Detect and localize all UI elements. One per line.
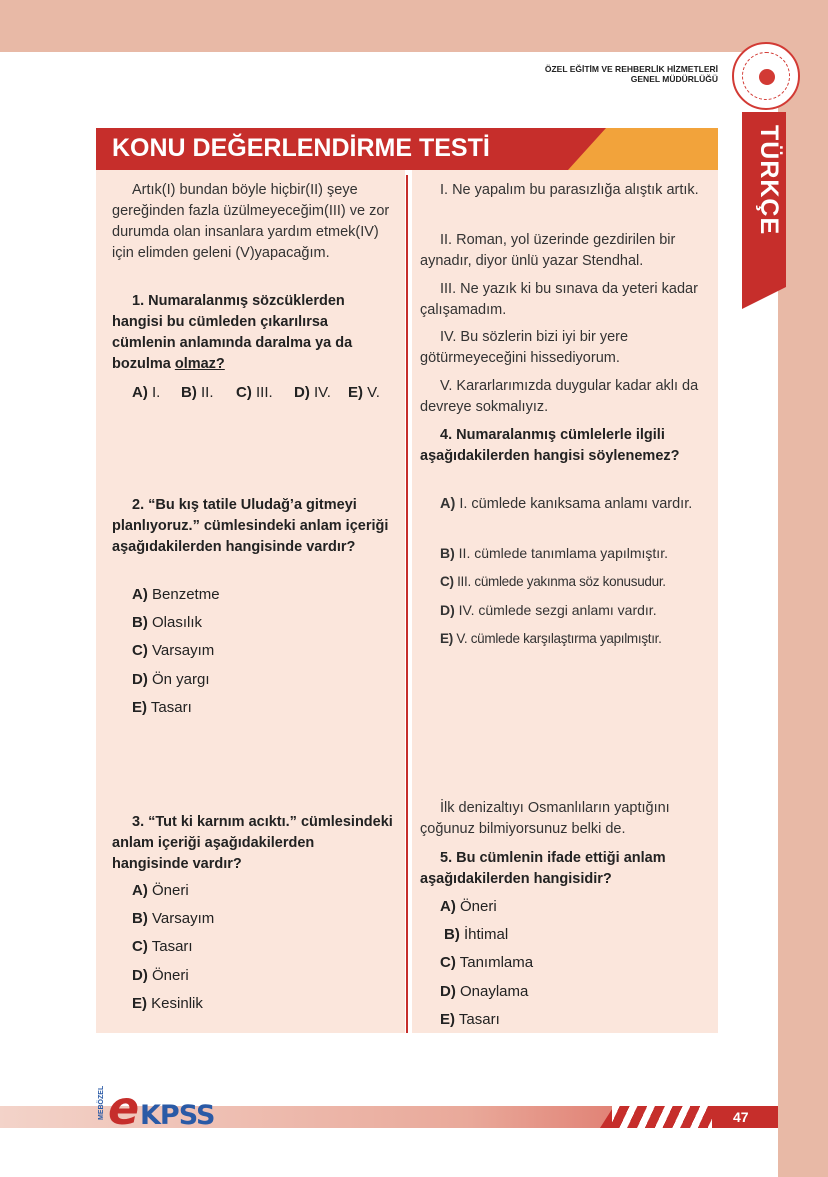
q4-option-b[interactable]: B) II. cümlede tanımlama yapılmıştır. xyxy=(440,545,668,561)
q2-option-b[interactable]: B) Olasılık xyxy=(132,614,203,631)
q3-option-c[interactable]: C) Tasarı xyxy=(132,938,193,955)
statement-2: II. Roman, yol üzerinde gezdirilen bir aynadır, diyor ünlü yazar Stendhal. xyxy=(420,232,676,269)
q2-option-d[interactable]: D) Ön yargı xyxy=(132,671,210,688)
q2-option-c[interactable]: C) Varsayım xyxy=(132,642,215,659)
statement-3: III. Ne yazık ki bu sınava da yeteri kadar çalışamadım. xyxy=(420,281,698,318)
q3-option-d[interactable]: D) Öneri xyxy=(132,967,189,984)
q3-option-e[interactable]: E) Kesinlik xyxy=(132,995,203,1012)
logo-kpss: KPSS xyxy=(140,1100,215,1131)
column-divider xyxy=(406,175,408,1033)
q1-option-c[interactable]: C) III. xyxy=(236,384,273,401)
q5-option-b[interactable]: B) İhtimal xyxy=(444,926,509,943)
passage-5: İlk denizaltıyı Osmanlıların yaptığını çoğunuz bilmiyorsunuz belki de. xyxy=(420,800,670,837)
page-number: 47 xyxy=(733,1109,749,1125)
q1-option-b[interactable]: B) II. xyxy=(181,384,214,401)
subject-tab-tip xyxy=(742,287,786,309)
question-2: 2. “Bu kış tatile Uludağ’a gitmeyi planlıyoruz.” cümlesindeki anlam içeriği aşağıdakilerden hangisinde vardır? xyxy=(112,497,389,555)
question-5: 5. Bu cümlenin ifade ettiği anlam aşağıdakilerden hangisidir? xyxy=(420,850,666,887)
question-3: 3. “Tut ki karnım acıktı.” cümlesindeki anlam içeriği aşağıdakilerden hangisinde vardır? xyxy=(112,814,393,872)
q2-option-a[interactable]: A) Benzetme xyxy=(132,586,220,603)
q5-option-a[interactable]: A) Öneri xyxy=(440,898,497,915)
question-1-emphasis: olmaz? xyxy=(174,356,225,372)
q4-option-d[interactable]: D) IV. cümlede sezgi anlamı vardır. xyxy=(440,602,657,618)
q3-option-b[interactable]: B) Varsayım xyxy=(132,910,215,927)
q4-option-e[interactable]: E) V. cümlede karşılaştırma yapılmıştır. xyxy=(440,631,662,646)
logo-small-text: MEBÖZEL xyxy=(98,1085,105,1120)
q3-option-a[interactable]: A) Öneri xyxy=(132,882,189,899)
q2-option-e[interactable]: E) Tasarı xyxy=(132,699,192,716)
org-line-1: ÖZEL EĞİTİM VE REHBERLİK HİZMETLERİ xyxy=(544,64,718,74)
q4-option-a[interactable]: A) I. cümlede kanıksama anlamı vardır. xyxy=(440,496,693,512)
logo-e: e xyxy=(108,1081,140,1135)
org-header xyxy=(545,64,718,84)
org-line-2: GENEL MÜDÜRLÜĞÜ xyxy=(630,74,718,84)
statement-1: I. Ne yapalım bu parasızlığa alıştık artık. xyxy=(440,182,699,198)
q5-option-d[interactable]: D) Onaylama xyxy=(440,983,529,1000)
q5-option-e[interactable]: E) Tasarı xyxy=(440,1011,500,1028)
footer-stripes xyxy=(612,1106,712,1128)
title-accent xyxy=(568,128,718,170)
q1-option-d[interactable]: D) IV. xyxy=(294,384,331,401)
q1-option-a[interactable]: A) I. xyxy=(132,384,161,401)
question-1 xyxy=(112,291,394,375)
statement-4: IV. Bu sözlerin bizi iyi bir yere götürmeyeceğini hissediyorum. xyxy=(420,329,629,366)
question-4: 4. Numaralanmış cümlelerle ilgili aşağıdakilerden hangisi söylenemez? xyxy=(420,427,680,464)
question-1-text: 1. Numaralanmış sözcüklerden hangisi bu cümleden çıkarılırsa cümlenin anlamında daralma ya da bozulma xyxy=(112,293,353,372)
statement-5: V. Kararlarımızda duygular kadar aklı da devreye sokmalıyız. xyxy=(420,378,699,415)
passage-1: Artık(I) bundan böyle hiçbir(II) şeye gereğinden fazla üzülmeyeceğim(III) ve zor durumda olan insanlara yardım etmek(IV) için elimden geleni (V)yapacağım. xyxy=(112,182,390,261)
title-bar xyxy=(96,128,718,170)
subject-label: TÜRKÇE xyxy=(755,125,783,236)
page-title: KONU DEĞERLENDİRME TESTİ xyxy=(112,134,490,162)
ministry-seal-icon xyxy=(732,42,800,110)
ekpss-logo xyxy=(98,1080,224,1134)
q1-option-e[interactable]: E) V. xyxy=(348,384,380,401)
q5-option-c[interactable]: C) Tanımlama xyxy=(440,954,534,971)
q4-option-c[interactable]: C) III. cümlede yakınma söz konusudur. xyxy=(440,574,666,589)
